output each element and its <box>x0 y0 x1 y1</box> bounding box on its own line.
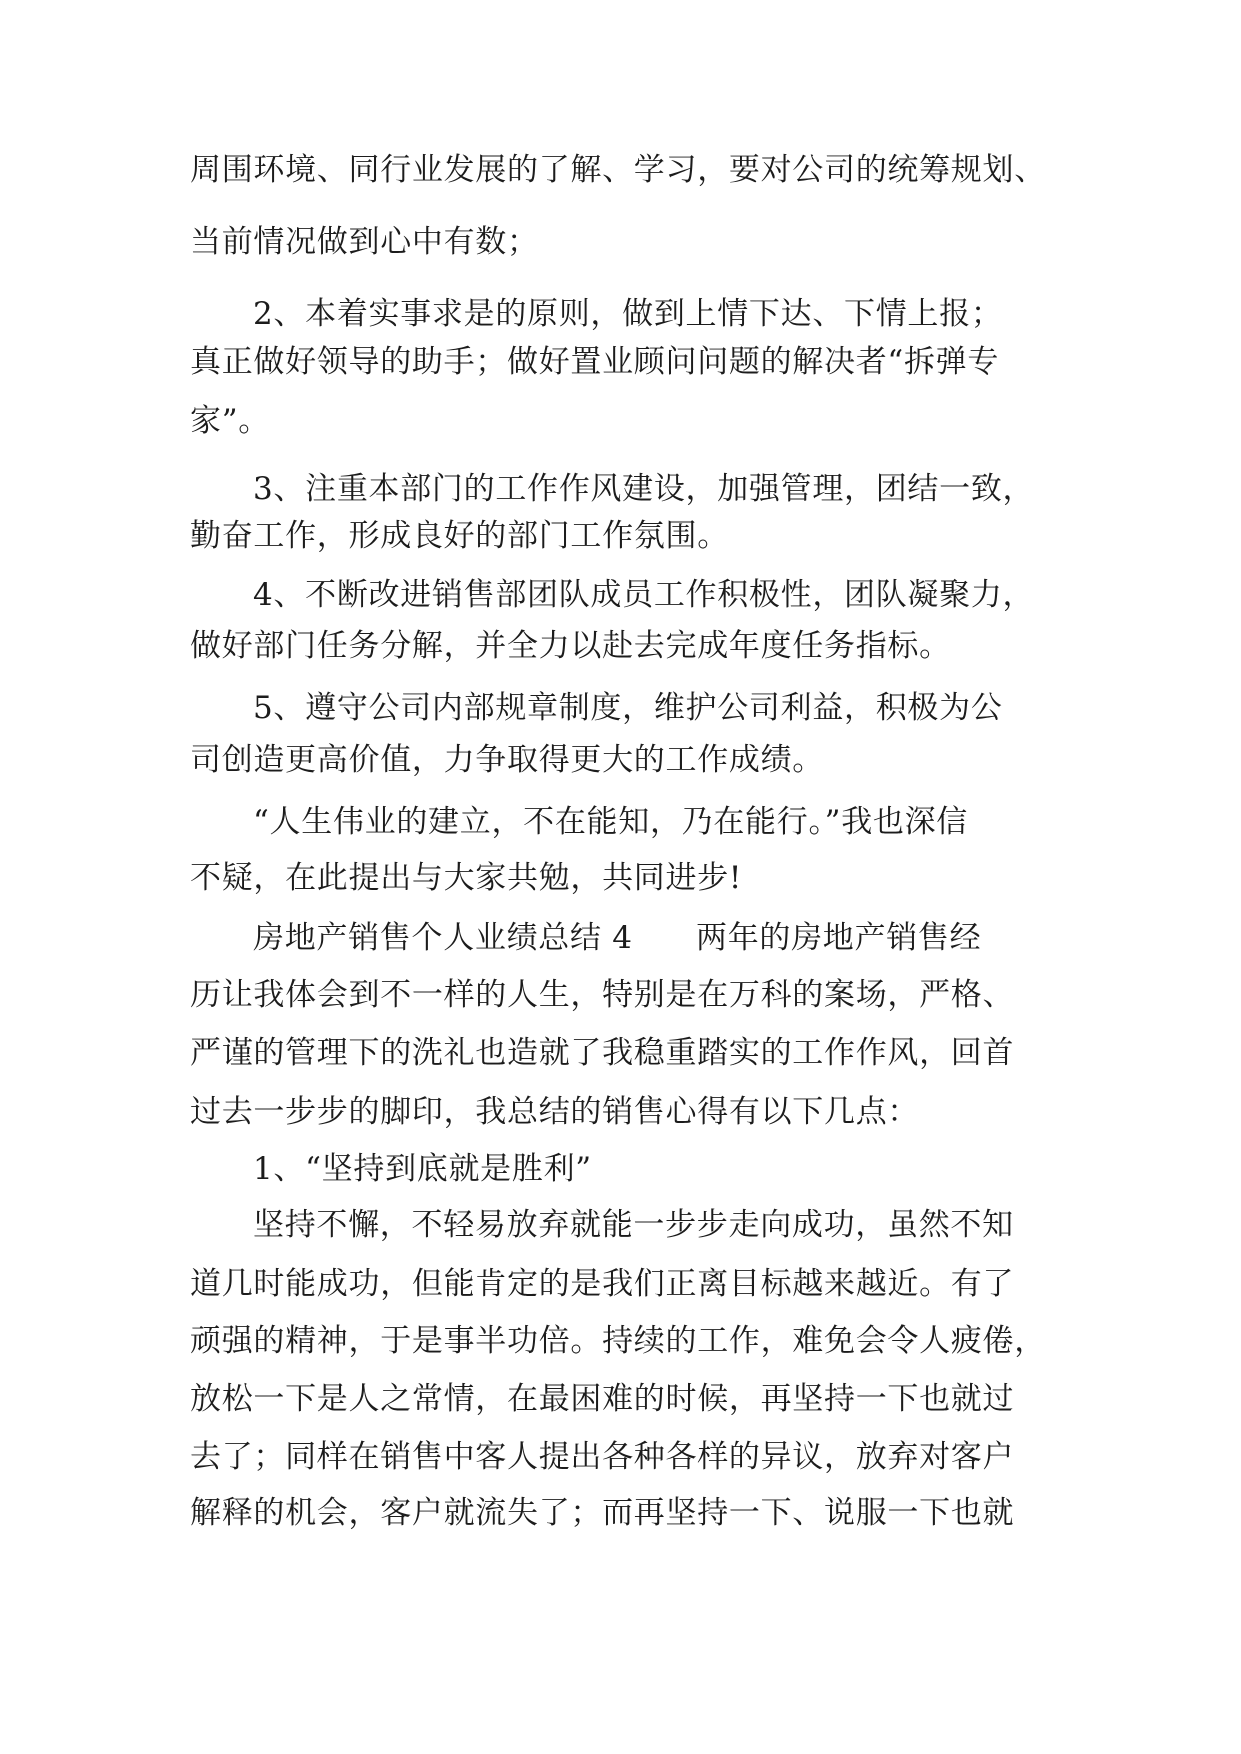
text-line: 坚持不懈，不轻易放弃就能一步步走向成功，虽然不知 <box>253 1207 1014 1243</box>
text-line: 房地产销售个人业绩总结 4 两年的房地产销售经 <box>253 920 982 956</box>
text-line: 解释的机会，客户就流失了；而再坚持一下、说服一下也就 <box>190 1495 1015 1531</box>
text-line: 去了；同样在销售中客人提出各种各样的异议，放弃对客户 <box>190 1439 1015 1475</box>
text-line: 勤奋工作，形成良好的部门工作氛围。 <box>190 518 729 554</box>
text-line: 1、“坚持到底就是胜利” <box>253 1151 592 1187</box>
text-line: 4、不断改进销售部团队成员工作积极性，团队凝聚力， <box>253 577 1035 613</box>
text-line: 不疑，在此提出与大家共勉，共同进步! <box>190 860 743 896</box>
text-line: 放松一下是人之常情，在最困难的时候，再坚持一下也就过 <box>190 1381 1015 1417</box>
text-line: 顽强的精神，于是事半功倍。持续的工作，难免会令人疲倦， <box>190 1323 1046 1359</box>
text-line: 历让我体会到不一样的人生，特别是在万科的案场，严格、 <box>190 977 1015 1013</box>
text-line: 5、遵守公司内部规章制度，维护公司利益，积极为公 <box>253 690 1003 726</box>
text-line: 3、注重本部门的工作作风建设，加强管理，团结一致， <box>253 471 1035 507</box>
text-line: 家”。 <box>190 403 270 439</box>
text-line: 过去一步步的脚印，我总结的销售心得有以下几点： <box>190 1094 920 1130</box>
text-line: 司创造更高价值，力争取得更大的工作成绩。 <box>190 742 824 778</box>
text-line: 严谨的管理下的洗礼也造就了我稳重踏实的工作作风，回首 <box>190 1035 1015 1071</box>
text-line: 2、本着实事求是的原则，做到上情下达、下情上报； <box>253 296 1003 332</box>
text-line: 周围环境、同行业发展的了解、学习，要对公司的统筹规划、 <box>190 152 1046 188</box>
text-line: “人生伟业的建立，不在能知，乃在能行。”我也深信 <box>253 804 968 840</box>
text-line: 真正做好领导的助手；做好置业顾问问题的解决者“拆弹专 <box>190 344 1000 380</box>
text-line: 道几时能成功，但能肯定的是我们正离目标越来越近。有了 <box>190 1266 1015 1302</box>
text-line: 做好部门任务分解，并全力以赴去完成年度任务指标。 <box>190 628 951 664</box>
text-line: 当前情况做到心中有数； <box>190 224 539 260</box>
